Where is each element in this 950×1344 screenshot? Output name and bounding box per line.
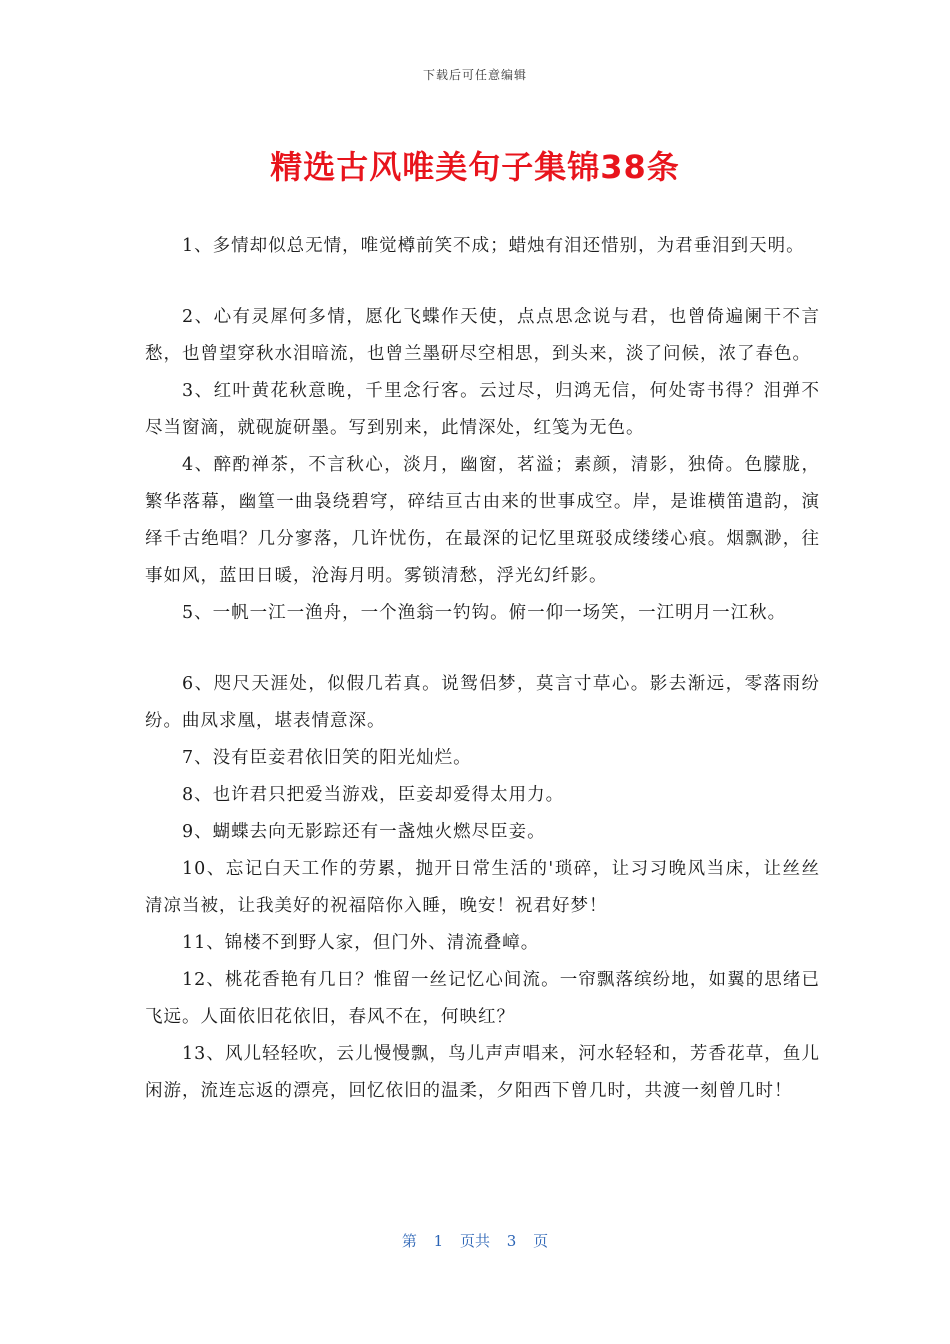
page-number-label: 第 1 页共 3 页 (401, 1232, 549, 1250)
paragraph: 6、咫尺天涯处，似假几若真。说鸳侣梦，莫言寸草心。影去渐远，零落雨纷纷。曲凤求凰，堪表情意深。 (145, 674, 820, 731)
paragraph: 2、心有灵犀何多情，愿化飞蝶作天使，点点思念说与君，也曾倚遍阑干不言愁，也曾望穿秋水泪暗流，也曾兰墨研尽空相思，到头来，淡了问候，浓了春色。 (145, 307, 820, 364)
paragraph: 9、蝴蝶去向无影踪还有一盏烛火燃尽臣妾。 (182, 822, 546, 842)
paragraph: 8、也许君只把爱当游戏，臣妾却爱得太用力。 (182, 785, 565, 805)
paragraph: 1、多情却似总无情，唯觉樽前笑不成；蜡烛有泪还惜别，为君垂泪到天明。 (182, 236, 805, 256)
paragraph: 4、醉酌禅茶，不言秋心，淡月，幽窗，茗溢；素颜，清影，独倚。色朦胧，繁华落幕，幽篁一曲袅绕碧穹，碎结亘古由来的世事成空。岸，是谁横笛遣韵，演绎千古绝唱？几分寥落，几许忧伤，在最深的记忆里斑驳成缕缕心痕。烟飘渺，往事如风，蓝田日暖，沧海月明。雾锁清愁，浮光幻纤影。 (145, 455, 820, 586)
paragraph: 7、没有臣妾君依旧笑的阳光灿烂。 (182, 748, 472, 768)
paragraph: 12、桃花香艳有几日？惟留一丝记忆心间流。一帘飘落缤纷地，如翼的思绪已飞远。人面依旧花依旧，春风不在，何映红？ (145, 970, 820, 1027)
header-note: 下载后可任意编辑 (422, 68, 527, 82)
document-title: 精选古风唯美句子集锦38条 (270, 148, 680, 186)
page-number (0, 1230, 950, 1251)
paragraph: 5、一帆一江一渔舟，一个渔翁一钓钩。俯一仰一场笑，一江明月一江秋。 (182, 603, 787, 623)
paragraph: 10、忘记白天工作的劳累，抛开日常生活的'琐碎，让习习晚风当床，让丝丝清凉当被，让我美好的祝福陪你入睡，晚安！祝君好梦！ (145, 859, 820, 916)
paragraph: 13、风儿轻轻吹，云儿慢慢飘，鸟儿声声唱来，河水轻轻和，芳香花草，鱼儿闲游，流连忘返的漂亮，回忆依旧的温柔，夕阳西下曾几时，共渡一刻曾几时！ (145, 1044, 820, 1101)
document-body (145, 228, 820, 1110)
paragraph: 3、红叶黄花秋意晚，千里念行客。云过尽，归鸿无信，何处寄书得？泪弹不尽当窗滴，就砚旋研墨。写到别来，此情深处，红笺为无色。 (145, 381, 820, 438)
paragraph: 11、锦楼不到野人家，但门外、清流叠嶂。 (182, 933, 540, 953)
